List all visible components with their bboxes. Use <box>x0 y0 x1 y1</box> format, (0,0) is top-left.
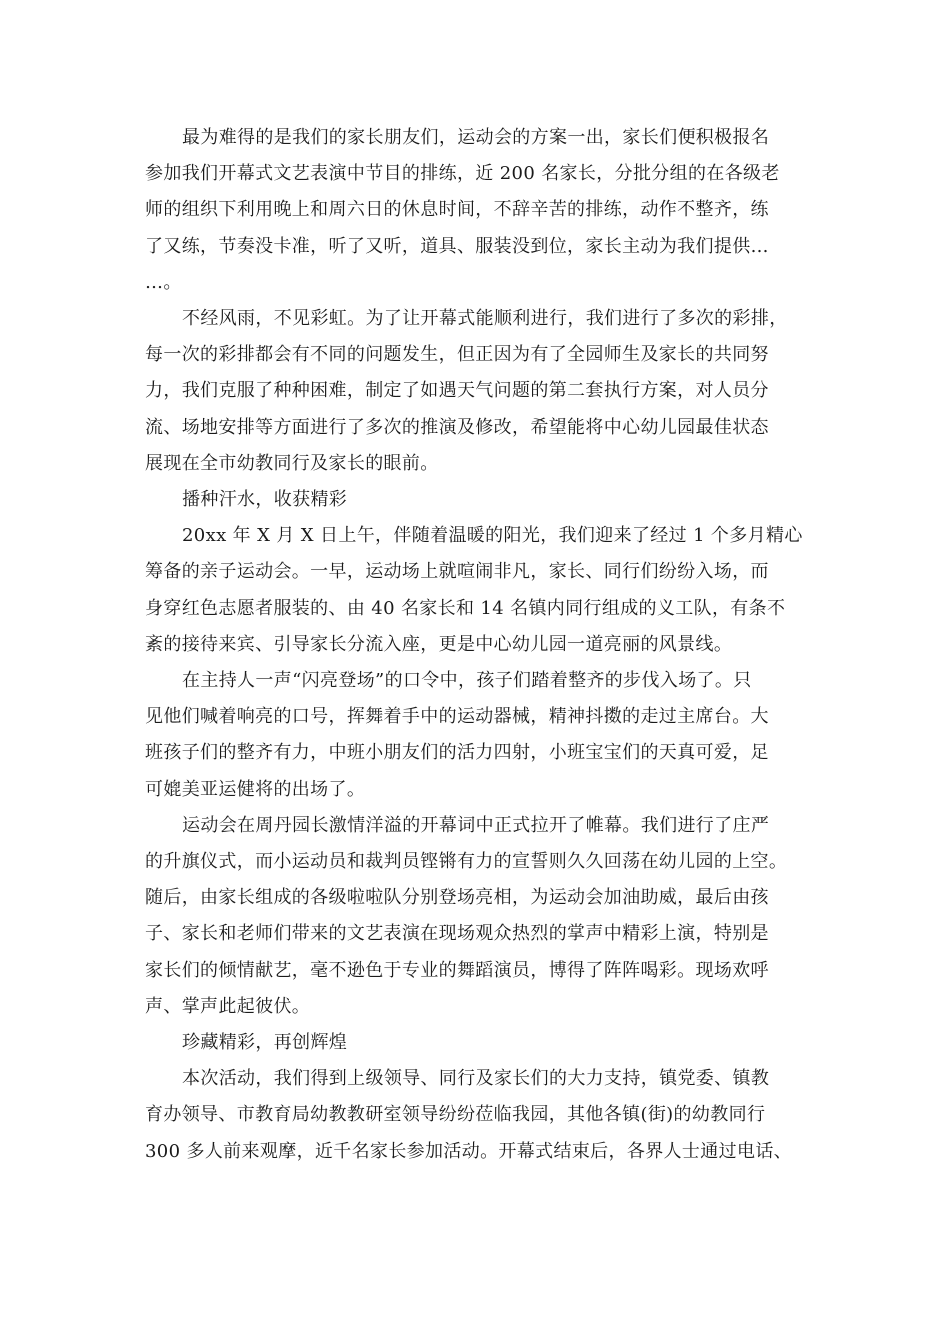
text-line: 力，我们克服了种种困难，制定了如遇天气问题的第二套执行方案，对人员分 <box>145 380 769 402</box>
text-line: 随后，由家长组成的各级啦啦队分别登场亮相，为运动会加油助威，最后由孩 <box>145 887 769 909</box>
text-line: 20xx 年 X 月 X 日上午，伴随着温暖的阳光，我们迎来了经过 1 个多月精心 <box>182 525 803 547</box>
text-line: 最为难得的是我们的家长朋友们，运动会的方案一出，家长们便积极报名 <box>182 127 770 148</box>
text-line: 紊的接待来宾、引导家长分流入座，更是中心幼儿园一道亮丽的风景线。 <box>145 633 733 655</box>
paragraph <box>145 301 797 482</box>
text-line: 子、家长和老师们带来的文艺表演在现场观众热烈的掌声中精彩上演，特别是 <box>145 923 769 945</box>
paragraph <box>145 663 797 808</box>
text-line: 展现在全市幼教同行及家长的眼前。 <box>145 452 439 474</box>
text-line: 的升旗仪式，而小运动员和裁判员铿锵有力的宣誓则久久回荡在幼儿园的上空。 <box>145 851 788 873</box>
text-line: 可媲美亚运健将的出场了。 <box>145 778 366 800</box>
text-line: 珍藏精彩，再创辉煌 <box>182 1032 348 1054</box>
text-line: 每一次的彩排都会有不同的问题发生，但正因为有了全园师生及家长的共同努 <box>145 344 769 366</box>
text-line: 了又练，节奏没卡准，听了又听，道具、服装没到位，家长主动为我们提供… <box>145 235 769 257</box>
text-line: 筹备的亲子运动会。一早，运动场上就喧闹非凡，家长、同行们纷纷入场，而 <box>145 561 769 583</box>
text-line: 在主持人一声“闪亮登场”的口令中，孩子们踏着整齐的步伐入场了。只 <box>182 670 752 692</box>
text-line: 播种汗水，收获精彩 <box>182 489 348 511</box>
section-heading <box>145 1025 797 1061</box>
text-line: 身穿红色志愿者服装的、由 40 名家长和 14 名镇内同行组成的义工队，有条不 <box>145 597 786 619</box>
paragraph <box>145 808 797 1025</box>
paragraph <box>145 1061 797 1170</box>
text-line: …。 <box>145 271 182 293</box>
text-line: 家长们的倾情献艺，毫不逊色于专业的舞蹈演员，博得了阵阵喝彩。现场欢呼 <box>145 959 769 981</box>
paragraph <box>145 120 797 301</box>
section-heading <box>145 482 797 518</box>
text-line: 不经风雨，不见彩虹。为了让开幕式能顺利进行，我们进行了多次的彩排， <box>182 308 788 330</box>
text-line: 见他们喊着响亮的口号，挥舞着手中的运动器械，精神抖擞的走过主席台。大 <box>145 706 769 728</box>
text-line: 300 多人前来观摩，近千名家长参加活动。开幕式结束后，各界人士通过电话、 <box>145 1140 793 1162</box>
paragraph <box>145 518 803 663</box>
text-line: 师的组织下利用晚上和周六日的休息时间，不辞辛苦的排练，动作不整齐，练 <box>145 199 769 221</box>
text-line: 声、掌声此起彼伏。 <box>145 995 311 1017</box>
text-line: 育办领导、市教育局幼教教研室领导纷纷莅临我园，其他各镇(街)的幼教同行 <box>145 1104 766 1126</box>
text-line: 班孩子们的整齐有力，中班小朋友们的活力四射，小班宝宝们的天真可爱，足 <box>145 742 769 764</box>
text-line: 本次活动，我们得到上级领导、同行及家长们的大力支持，镇党委、镇教 <box>182 1068 770 1090</box>
document-body <box>145 120 803 1170</box>
text-line: 参加我们开幕式文艺表演中节目的排练，近 200 名家长，分批分组的在各级老 <box>145 163 780 185</box>
text-line: 流、场地安排等方面进行了多次的推演及修改，希望能将中心幼儿园最佳状态 <box>145 416 769 438</box>
text-line: 运动会在周丹园长激情洋溢的开幕词中正式拉开了帷幕。我们进行了庄严 <box>182 814 770 836</box>
